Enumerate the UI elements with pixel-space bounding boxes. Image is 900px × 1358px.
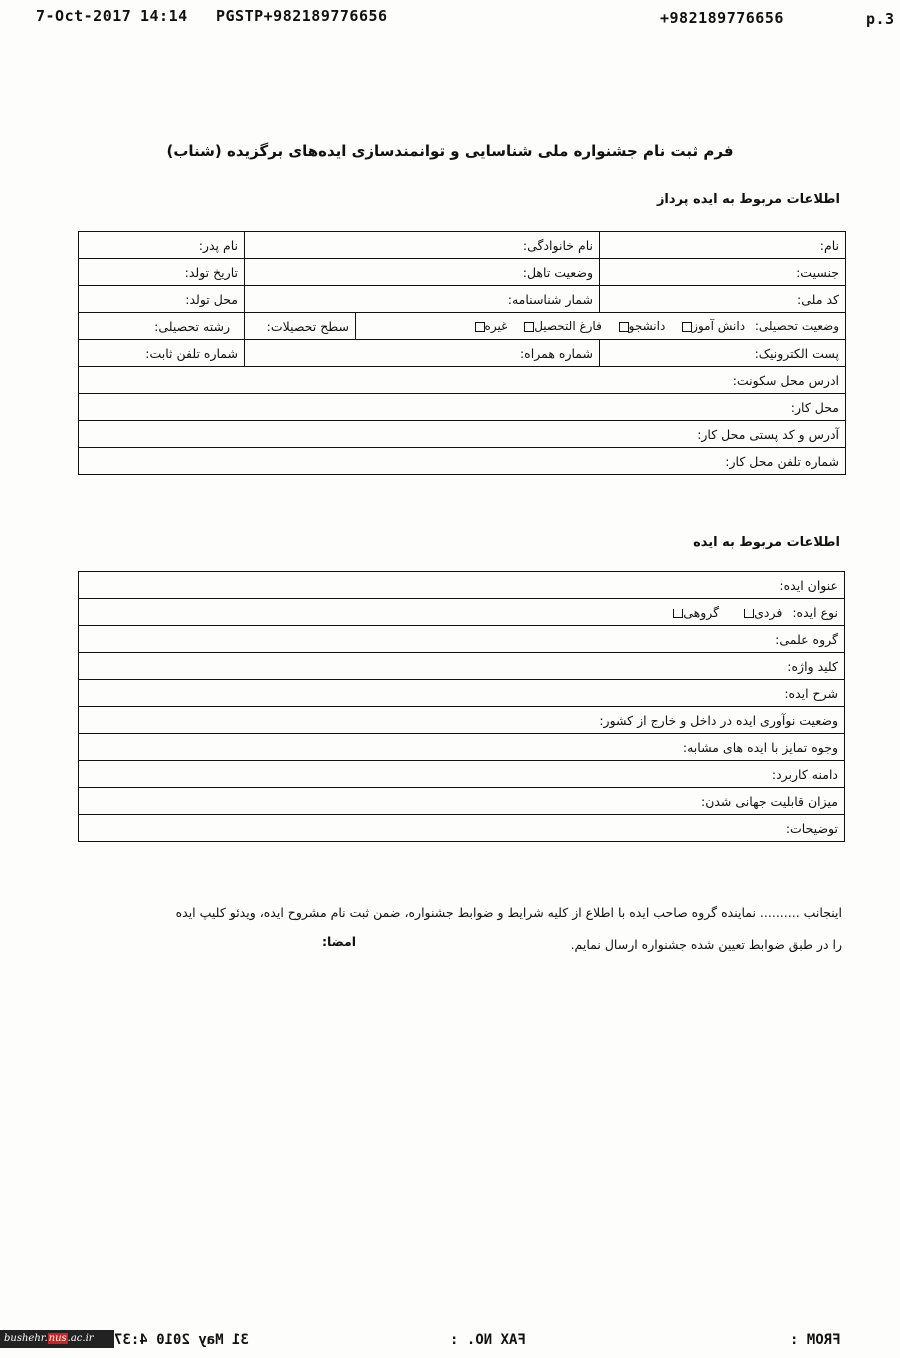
marital-status-field[interactable]: وضعیت تاهل:: [245, 259, 600, 286]
gender-field[interactable]: جنسیت:: [600, 259, 846, 286]
edu-option-graduate[interactable]: فارغ التحصیل: [521, 319, 602, 333]
edu-option-other[interactable]: غیره: [472, 319, 508, 333]
table-row: [79, 340, 846, 367]
section-heading-idea: اطلاعات مربوط به ایده: [693, 535, 840, 550]
table-row: [79, 394, 846, 421]
home-address-field[interactable]: ادرس محل سکونت:: [79, 367, 846, 394]
fax-page-number: p.3: [866, 10, 895, 28]
education-status-field: وضعیت تحصیلی: دانش آموز دانشجو فارغ التحصیل غیره: [356, 313, 846, 340]
checkbox-icon: [682, 322, 692, 332]
mobile-field[interactable]: شماره همراه:: [245, 340, 600, 367]
checkbox-icon: [524, 322, 534, 332]
idea-type-group[interactable]: گروهی: [670, 605, 719, 620]
globalization-field[interactable]: میزان قابلیت جهانی شدن:: [79, 788, 845, 815]
edu-option-university-student[interactable]: دانشجو: [616, 319, 666, 333]
site-logo: bushehr.nus.ac.ir: [0, 1330, 114, 1348]
table-row: [79, 286, 846, 313]
table-row: [79, 626, 845, 653]
idea-type-field: نوع ایده: فردی گروهی: [79, 599, 845, 626]
table-row: [79, 313, 846, 340]
checkbox-icon: [673, 609, 683, 618]
section-heading-person: اطلاعات مربوط به ایده پرداز: [656, 192, 840, 207]
checkbox-icon: [619, 322, 629, 332]
name-field[interactable]: نام:: [600, 232, 846, 259]
idea-description-field[interactable]: شرح ایده:: [79, 680, 845, 707]
table-row: [79, 707, 845, 734]
work-address-field[interactable]: آدرس و کد پستی محل کار:: [79, 421, 846, 448]
workplace-field[interactable]: محل کار:: [79, 394, 846, 421]
distinction-field[interactable]: وجوه تمایز با ایده های مشابه:: [79, 734, 845, 761]
birth-date-field[interactable]: تاریخ تولد:: [79, 259, 245, 286]
signature-label[interactable]: امضا:: [322, 934, 357, 949]
idea-type-individual[interactable]: فردی: [741, 605, 782, 620]
education-level-field[interactable]: سطح تحصیلات:: [245, 313, 356, 340]
family-name-field[interactable]: نام خانوادگی:: [245, 232, 600, 259]
mirrored-from: FROM :: [790, 1332, 841, 1348]
fax-recipient: +982189776656: [660, 9, 784, 27]
field-of-study-field[interactable]: رشته تحصیلی:: [79, 313, 245, 340]
fax-sender: PGSTP+982189776656: [216, 7, 388, 25]
idea-info-table: [78, 571, 845, 842]
table-row: [79, 788, 845, 815]
work-phone-field[interactable]: شماره تلفن محل کار:: [79, 448, 846, 475]
fax-time: 14:14: [140, 7, 188, 25]
table-row: [79, 448, 846, 475]
email-field[interactable]: پست الکترونیک:: [600, 340, 846, 367]
national-code-field[interactable]: کد ملی:: [600, 286, 846, 313]
declaration-line-2: را در طبق ضوابط تعیین شده جشنواره ارسال نمایم.: [570, 937, 842, 952]
edu-option-student[interactable]: دانش آموز: [679, 319, 745, 333]
table-row: [79, 653, 845, 680]
idea-title-field[interactable]: عنوان ایده:: [79, 572, 845, 599]
notes-field[interactable]: توضیحات:: [79, 815, 845, 842]
father-name-field[interactable]: نام پدر:: [79, 232, 245, 259]
birth-place-field[interactable]: محل تولد:: [79, 286, 245, 313]
table-row: [79, 421, 846, 448]
id-number-field[interactable]: شمار شناسنامه:: [245, 286, 600, 313]
table-row: [79, 572, 845, 599]
mirrored-fax-date: 31 May 2010 4:37: [114, 1332, 249, 1348]
table-row: [79, 599, 845, 626]
table-row: [79, 734, 845, 761]
table-row: [79, 259, 846, 286]
table-row: [79, 815, 845, 842]
table-row: [79, 367, 846, 394]
form-title: فرم ثبت نام جشنواره ملی شناسایی و توانمندسازی ایده‌های برگزیده (شناب): [166, 142, 734, 160]
fax-date: 7-Oct-2017: [36, 7, 132, 25]
keywords-field[interactable]: کلید واژه:: [79, 653, 845, 680]
table-row: [79, 680, 845, 707]
innovation-status-field[interactable]: وضعیت نوآوری ایده در داخل و خارج از کشور:: [79, 707, 845, 734]
scientific-group-field[interactable]: گروه علمی:: [79, 626, 845, 653]
mirrored-fax-number: FAX NO. :: [450, 1332, 526, 1348]
checkbox-icon: [744, 609, 754, 618]
application-scope-field[interactable]: دامنه کاربرد:: [79, 761, 845, 788]
table-row: [79, 761, 845, 788]
landline-field[interactable]: شماره تلفن ثابت:: [79, 340, 245, 367]
table-row: [79, 232, 846, 259]
checkbox-icon: [475, 322, 485, 332]
person-info-table: [78, 231, 846, 475]
declaration-line-1: اینجانب .......... نماینده گروه صاحب ایده با اطلاع از کلیه شرایط و ضوابط جشنواره، ضمن ثبت نام مشروح ایده، ویدئو کلیپ ایده: [175, 905, 842, 920]
